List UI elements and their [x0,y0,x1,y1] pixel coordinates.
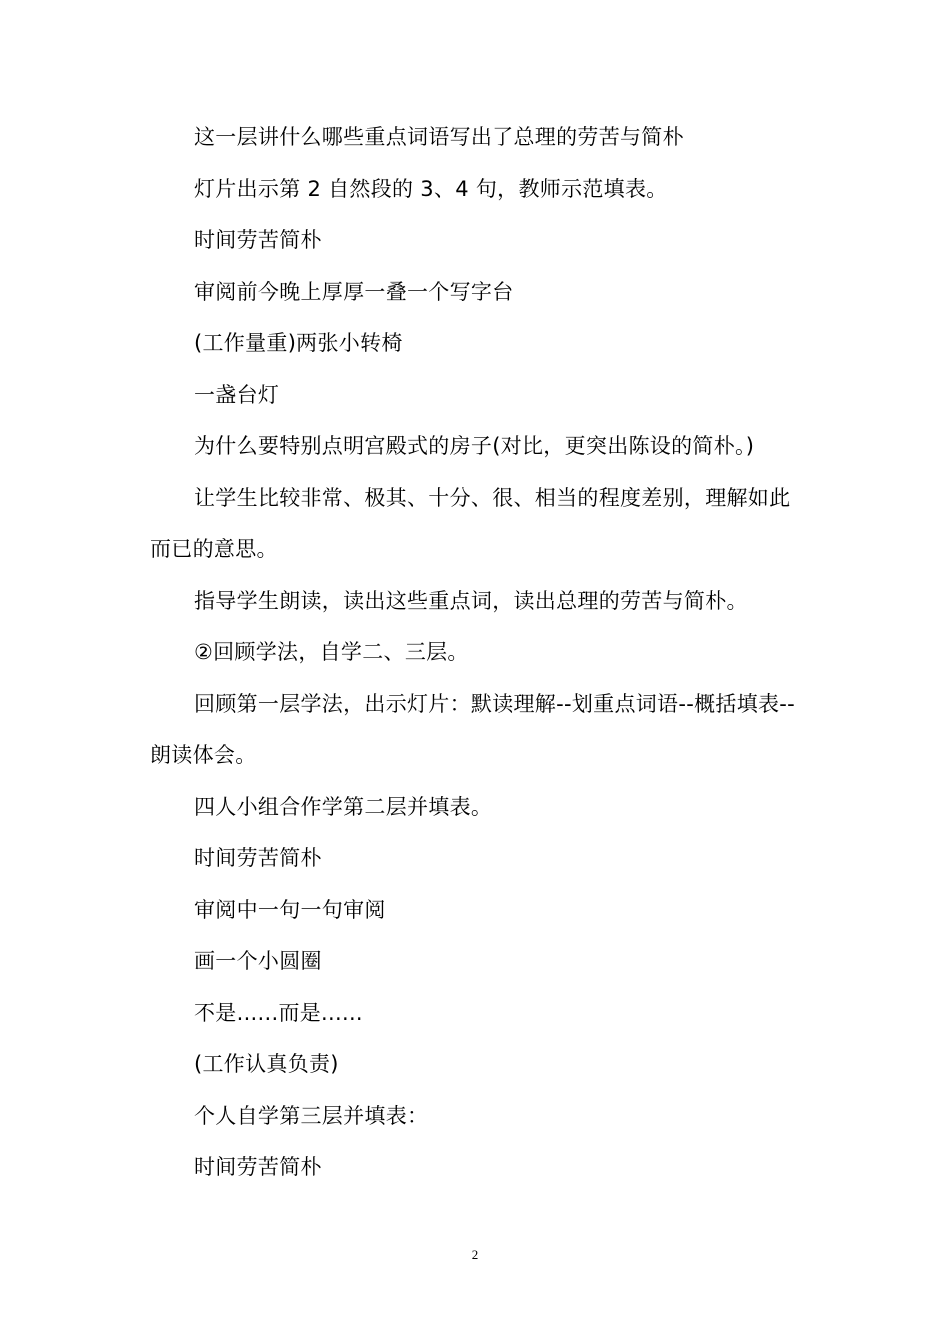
paragraph: 一盏台灯 [194,382,280,407]
paragraph: 时间劳苦简朴 [194,846,322,870]
document-body [150,112,800,1194]
paragraph: 指导学生朗读，读出这些重点词，读出总理的劳苦与简朴。 [194,588,748,613]
paragraph: 画一个小圆圈 [194,949,322,973]
paragraph: 回顾第一层学法，出示灯片：默读理解--划重点词语--概括填表--朗读体会。 [150,691,796,767]
paragraph: 个人自学第三层并填表： [194,1103,429,1128]
paragraph: 时间劳苦简朴 [194,1155,322,1179]
paragraph: 让学生比较非常、极其、十分、很、相当的程度差别，理解如此而已的意思。 [150,485,791,561]
page-number: 2 [471,1247,479,1262]
paragraph: (工作量重)两张小转椅 [194,331,403,355]
paragraph: 审阅前今晚上厚厚一叠一个写字台 [194,279,514,304]
paragraph: 审阅中一句一句审阅 [194,897,386,922]
paragraph: 这一层讲什么哪些重点词语写出了总理的劳苦与简朴 [194,125,684,149]
paragraph: 时间劳苦简朴 [194,228,322,252]
paragraph: 为什么要特别点明宫殿式的房子(对比，更突出陈设的简朴。) [194,434,755,458]
paragraph: ②回顾学法，自学二、三层。 [194,640,469,664]
paragraph: 灯片出示第 2 自然段的 3、4 句，教师示范填表。 [194,176,668,201]
paragraph: 不是......而是...... [194,1000,363,1025]
paragraph: 四人小组合作学第二层并填表。 [194,794,493,819]
paragraph: (工作认真负责) [194,1052,339,1076]
